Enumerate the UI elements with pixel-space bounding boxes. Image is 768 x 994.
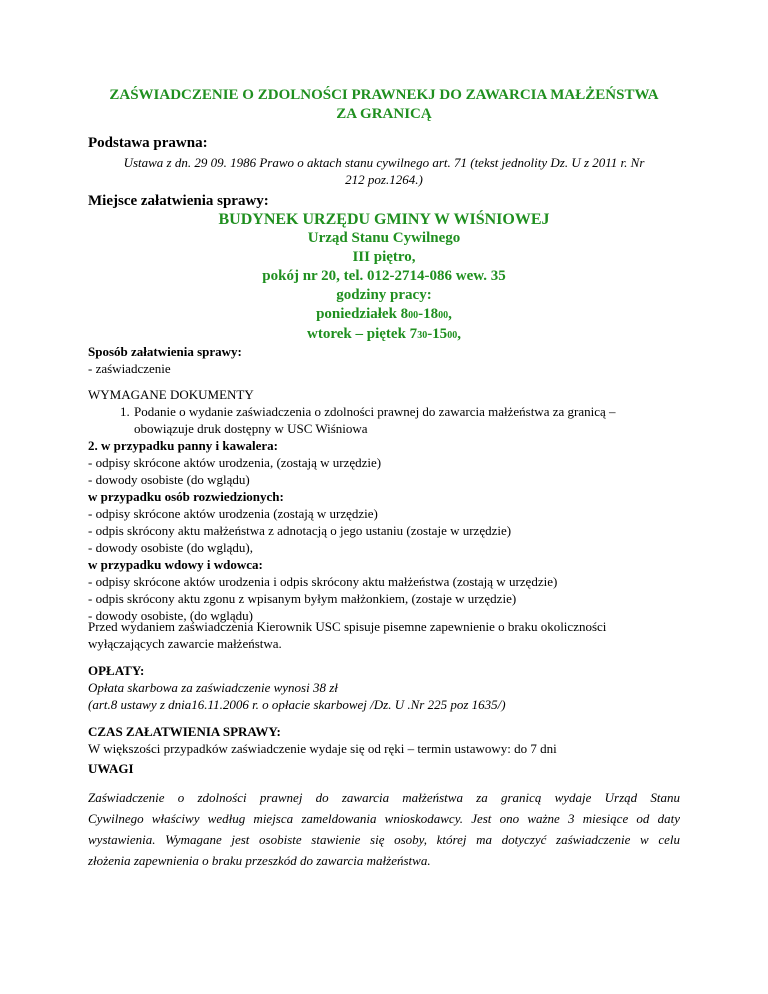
method-section <box>88 343 680 377</box>
office-hours-label: godziny pracy: <box>336 287 432 303</box>
place-heading: Miejsce załatwienia sprawy: <box>88 193 269 209</box>
remarks-line-2: Cywilnego właściwy według miejsca zameldowania wnioskodawcy. Jest ono ważne 3 miesiące od daty <box>88 811 680 826</box>
office-name: Urząd Stanu Cywilnego <box>307 230 461 246</box>
remarks-text <box>88 787 680 871</box>
case-divorced-item: - odpisy skrócone aktów urodzenia (zostają w urzędzie) <box>88 506 378 521</box>
remarks-heading: UWAGI <box>88 761 134 776</box>
monday-minutes-end: 00 <box>438 310 449 321</box>
tue-fri-mid: -15 <box>427 326 448 342</box>
office-hours-tue-fri <box>88 325 680 345</box>
note-line-2: wyłączających zawarcie małżeństwa. <box>88 636 282 651</box>
method-item: - zaświadczenie <box>88 361 171 376</box>
time-heading: CZAS ZAŁATWIENIA SPRAWY: <box>88 724 281 739</box>
documents-section <box>88 386 680 624</box>
fees-line-2: (art.8 ustawy z dnia16.11.2006 r. o opłacie skarbowej /Dz. U .Nr 225 poz 1635/) <box>88 697 506 712</box>
documents-item-1-line-1: Podanie o wydanie zaświadczenia o zdolności prawnej do zawarcia małżeństwa za granicą – <box>134 404 616 419</box>
monday-minutes-start: 00 <box>408 310 419 321</box>
documents-heading: WYMAGANE DOKUMENTY <box>88 387 254 402</box>
case-single-item: - odpisy skrócone aktów urodzenia, (zostają w urzędzie) <box>88 455 382 470</box>
case-widowed-item: - dowody osobiste, (do wglądu) <box>88 608 254 623</box>
case-single-heading: 2. w przypadku panny i kawalera: <box>88 438 278 453</box>
monday-suffix: , <box>448 306 452 322</box>
title-line-2: ZA GRANICĄ <box>336 106 432 122</box>
note-section <box>88 618 680 652</box>
remarks-section <box>88 760 680 777</box>
documents-item-1-number: 1. <box>120 404 130 419</box>
case-divorced-item: - dowody osobiste (do wglądu), <box>88 540 254 555</box>
tue-fri-suffix: , <box>457 326 461 342</box>
documents-item-1 <box>88 403 680 437</box>
office-hours-monday <box>88 305 680 325</box>
documents-item-1-line-2: obowiązuje druk dostępny w USC Wiśniowa <box>134 421 368 436</box>
method-heading: Sposób załatwienia sprawy: <box>88 344 242 359</box>
tue-fri-minutes-start: 30 <box>417 330 428 341</box>
time-section <box>88 723 680 757</box>
note-line-1: Przed wydaniem zaświadczenia Kierownik USC spisuje pisemne zapewnienie o braku okoliczności <box>88 619 607 634</box>
legal-basis-heading: Podstawa prawna: <box>88 135 208 151</box>
case-widowed-heading: w przypadku wdowy i wdowca: <box>88 557 263 572</box>
case-single-item: - dowody osobiste (do wglądu) <box>88 472 250 487</box>
tue-fri-minutes-end: 00 <box>447 330 458 341</box>
tue-fri-prefix: wtorek – piętek 7 <box>307 326 418 342</box>
office-building: BUDYNEK URZĘDU GMINY W WIŚNIOWEJ <box>218 211 550 228</box>
case-widowed-item: - odpisy skrócone aktów urodzenia i odpis skrócony aktu małżeństwa (zostają w urzędzie) <box>88 574 558 589</box>
title-line-1: ZAŚWIADCZENIE O ZDOLNOŚCI PRAWNEKJ DO ZAWARCIA MAŁŻEŃSTWA <box>109 87 659 103</box>
fees-heading: OPŁATY: <box>88 663 145 678</box>
place-section <box>88 192 680 345</box>
monday-mid: -18 <box>418 306 439 322</box>
fees-line-1: Opłata skarbowa za zaświadczenie wynosi 38 zł <box>88 680 338 695</box>
legal-basis-text <box>88 154 680 188</box>
legal-basis-line-2: 212 poz.1264.) <box>345 172 423 187</box>
remarks-line-3: wystawienia. Wymagane jest osobiste stawienie się osoby, której ma dotyczyć zaświadczenie w celu <box>88 832 680 847</box>
legal-basis-section <box>88 134 680 188</box>
legal-basis-line-1: Ustawa z dn. 29 09. 1986 Prawo o aktach stanu cywilnego art. 71 (tekst jednolity Dz. U z 2011 r. Nr <box>123 155 645 170</box>
time-text: W większości przypadków zaświadczenie wydaje się od ręki – termin ustawowy: do 7 dni <box>88 741 557 756</box>
office-floor: III piętro, <box>352 249 416 265</box>
fees-section <box>88 662 680 713</box>
monday-prefix: poniedziałek 8 <box>316 306 409 322</box>
remarks-line-1: Zaświadczenie o zdolności prawnej do zawarcia małżeństwa za granicą wydaje Urząd Stanu <box>88 790 680 805</box>
office-info <box>88 210 680 345</box>
document-title <box>88 86 680 124</box>
remarks-line-4: złożenia zapewnienia o braku przeszkód do zawarcia małżeństwa. <box>88 853 431 868</box>
case-divorced-heading: w przypadku osób rozwiedzionych: <box>88 489 284 504</box>
case-divorced-item: - odpis skrócony aktu małżeństwa z adnotacją o jego ustaniu (zostaje w urzędzie) <box>88 523 512 538</box>
office-room: pokój nr 20, tel. 012-2714-086 wew. 35 <box>262 268 506 284</box>
case-widowed-item: - odpis skrócony aktu zgonu z wpisanym byłym małżonkiem, (zostaje w urzędzie) <box>88 591 517 606</box>
